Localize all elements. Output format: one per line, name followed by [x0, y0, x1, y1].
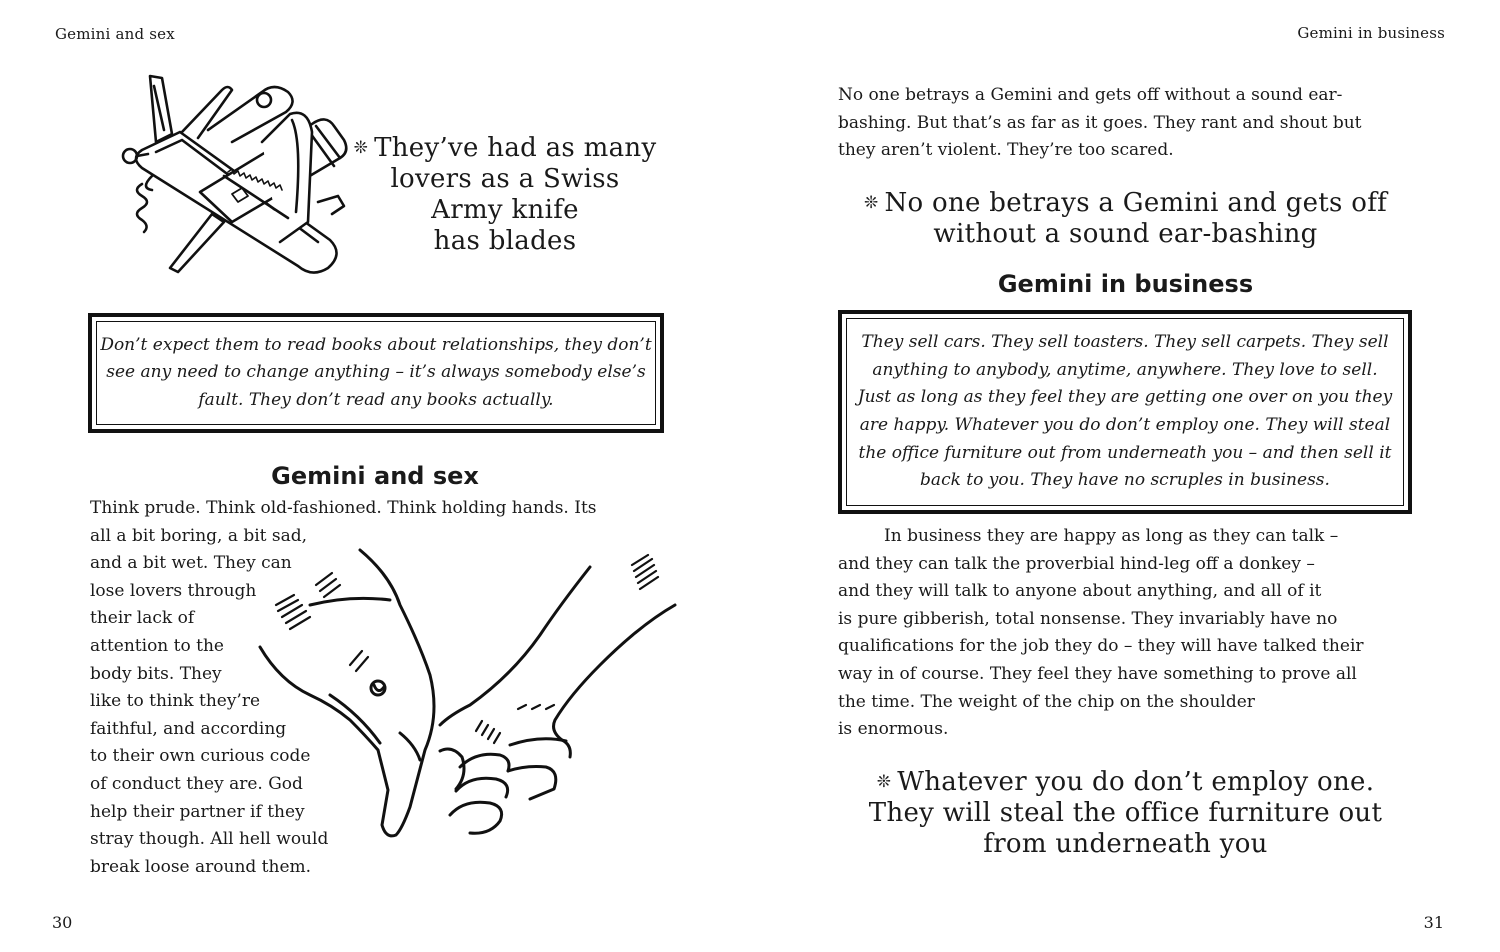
boxed-line: anything to anybody, anytime, anywhere. They love to sell.	[872, 359, 1378, 380]
body-line: bashing. But that’s as far as it goes. They rant and shout but	[838, 112, 1362, 133]
body-line: attention to the	[90, 635, 224, 656]
intro-text-right	[838, 82, 1418, 165]
body-line: body bits. They	[90, 663, 222, 684]
boxed-text-left	[88, 313, 664, 433]
body-line: and they can talk the proverbial hind-leg off a donkey –	[838, 553, 1315, 574]
body-line: to their own curious code	[90, 746, 311, 767]
swiss-army-knife-illustration	[112, 72, 357, 282]
pull-quote-right-2-line-1: ❊ Whatever you do don’t employ one.	[876, 767, 1375, 797]
pull-quote-right-2-line-2: They will steal the office furniture out	[868, 798, 1383, 828]
pull-quote-right-1-line-2: without a sound ear-bashing	[933, 219, 1318, 249]
body-line: their lack of	[90, 608, 195, 629]
boxed-line: They sell cars. They sell toasters. They sell carpets. They sell	[861, 332, 1389, 353]
boxed-line: the office furniture out from underneath you – and then sell it	[858, 442, 1392, 463]
boxed-line: Just as long as they feel they are getting one over on you they	[857, 387, 1393, 408]
boxed-line: see any need to change anything – it’s always somebody else’s	[106, 362, 646, 383]
body-line: is pure gibberish, total nonsense. They invariably have no	[838, 608, 1338, 629]
body-line: like to think they’re	[90, 691, 261, 712]
pull-quote-left	[340, 133, 670, 257]
pull-quote-left-line-2: lovers as a Swiss	[390, 164, 620, 194]
pull-quote-left-line-1: ❊ They’ve had as many	[353, 133, 657, 163]
body-line: help their partner if they	[90, 801, 305, 822]
body-line: and they will talk to anyone about anything, and all of it	[838, 581, 1322, 602]
pull-quote-right-1	[838, 188, 1413, 250]
boxed-line: are happy. Whatever you do don’t employ one. They will steal	[859, 415, 1391, 435]
asterisk-icon: ❊	[863, 193, 879, 213]
boxed-text-right	[838, 310, 1412, 514]
asterisk-icon: ❊	[876, 772, 892, 792]
pull-quote-right-2-line-3: from underneath you	[983, 829, 1268, 859]
boxed-line: fault. They don’t read any books actually.	[198, 389, 554, 410]
running-head-right: Gemini in business	[1297, 24, 1445, 42]
pull-quote-left-line-4: has blades	[433, 226, 577, 256]
body-line: is enormous.	[838, 719, 949, 740]
page-number-right: 31	[1423, 913, 1444, 932]
body-text-right	[838, 523, 1423, 744]
body-line: and a bit wet. They can	[90, 553, 292, 574]
pull-quote-right-1-line-1: ❊ No one betrays a Gemini and gets off	[863, 188, 1388, 218]
pull-quote-left-line-3: Army knife	[431, 195, 579, 225]
body-line: of conduct they are. God	[90, 773, 303, 794]
body-line: No one betrays a Gemini and gets off without a sound ear-	[838, 85, 1343, 105]
body-line: way in of course. They feel they have something to prove all	[838, 663, 1357, 684]
section-heading-left: Gemini and sex	[271, 462, 479, 490]
boxed-line: Don’t expect them to read books about relationships, they don’t	[100, 334, 652, 355]
boxed-line: back to you. They have no scruples in business.	[920, 470, 1330, 491]
section-heading-right: Gemini in business	[997, 270, 1254, 298]
body-line: all a bit boring, a bit sad,	[90, 525, 308, 546]
body-line: qualifications for the job they do – they will have talked their	[838, 636, 1364, 657]
asterisk-icon: ❊	[353, 138, 369, 158]
body-line: faithful, and according	[90, 718, 287, 739]
body-line: lose lovers through	[90, 580, 257, 601]
pull-quote-right-2	[838, 767, 1413, 860]
body-line: stray though. All hell would	[90, 829, 329, 850]
body-line: the time. The weight of the chip on the shoulder	[838, 691, 1255, 712]
running-head-left: Gemini and sex	[55, 25, 175, 43]
body-line: In business they are happy as long as they can talk –	[884, 526, 1339, 546]
body-line: Think prude. Think old-fashioned. Think holding hands. Its	[90, 498, 597, 518]
page-number-left: 30	[52, 913, 73, 932]
holding-hands-illustration	[250, 545, 685, 845]
body-line: they aren’t violent. They’re too scared.	[838, 140, 1174, 161]
body-line: break loose around them.	[90, 856, 312, 877]
